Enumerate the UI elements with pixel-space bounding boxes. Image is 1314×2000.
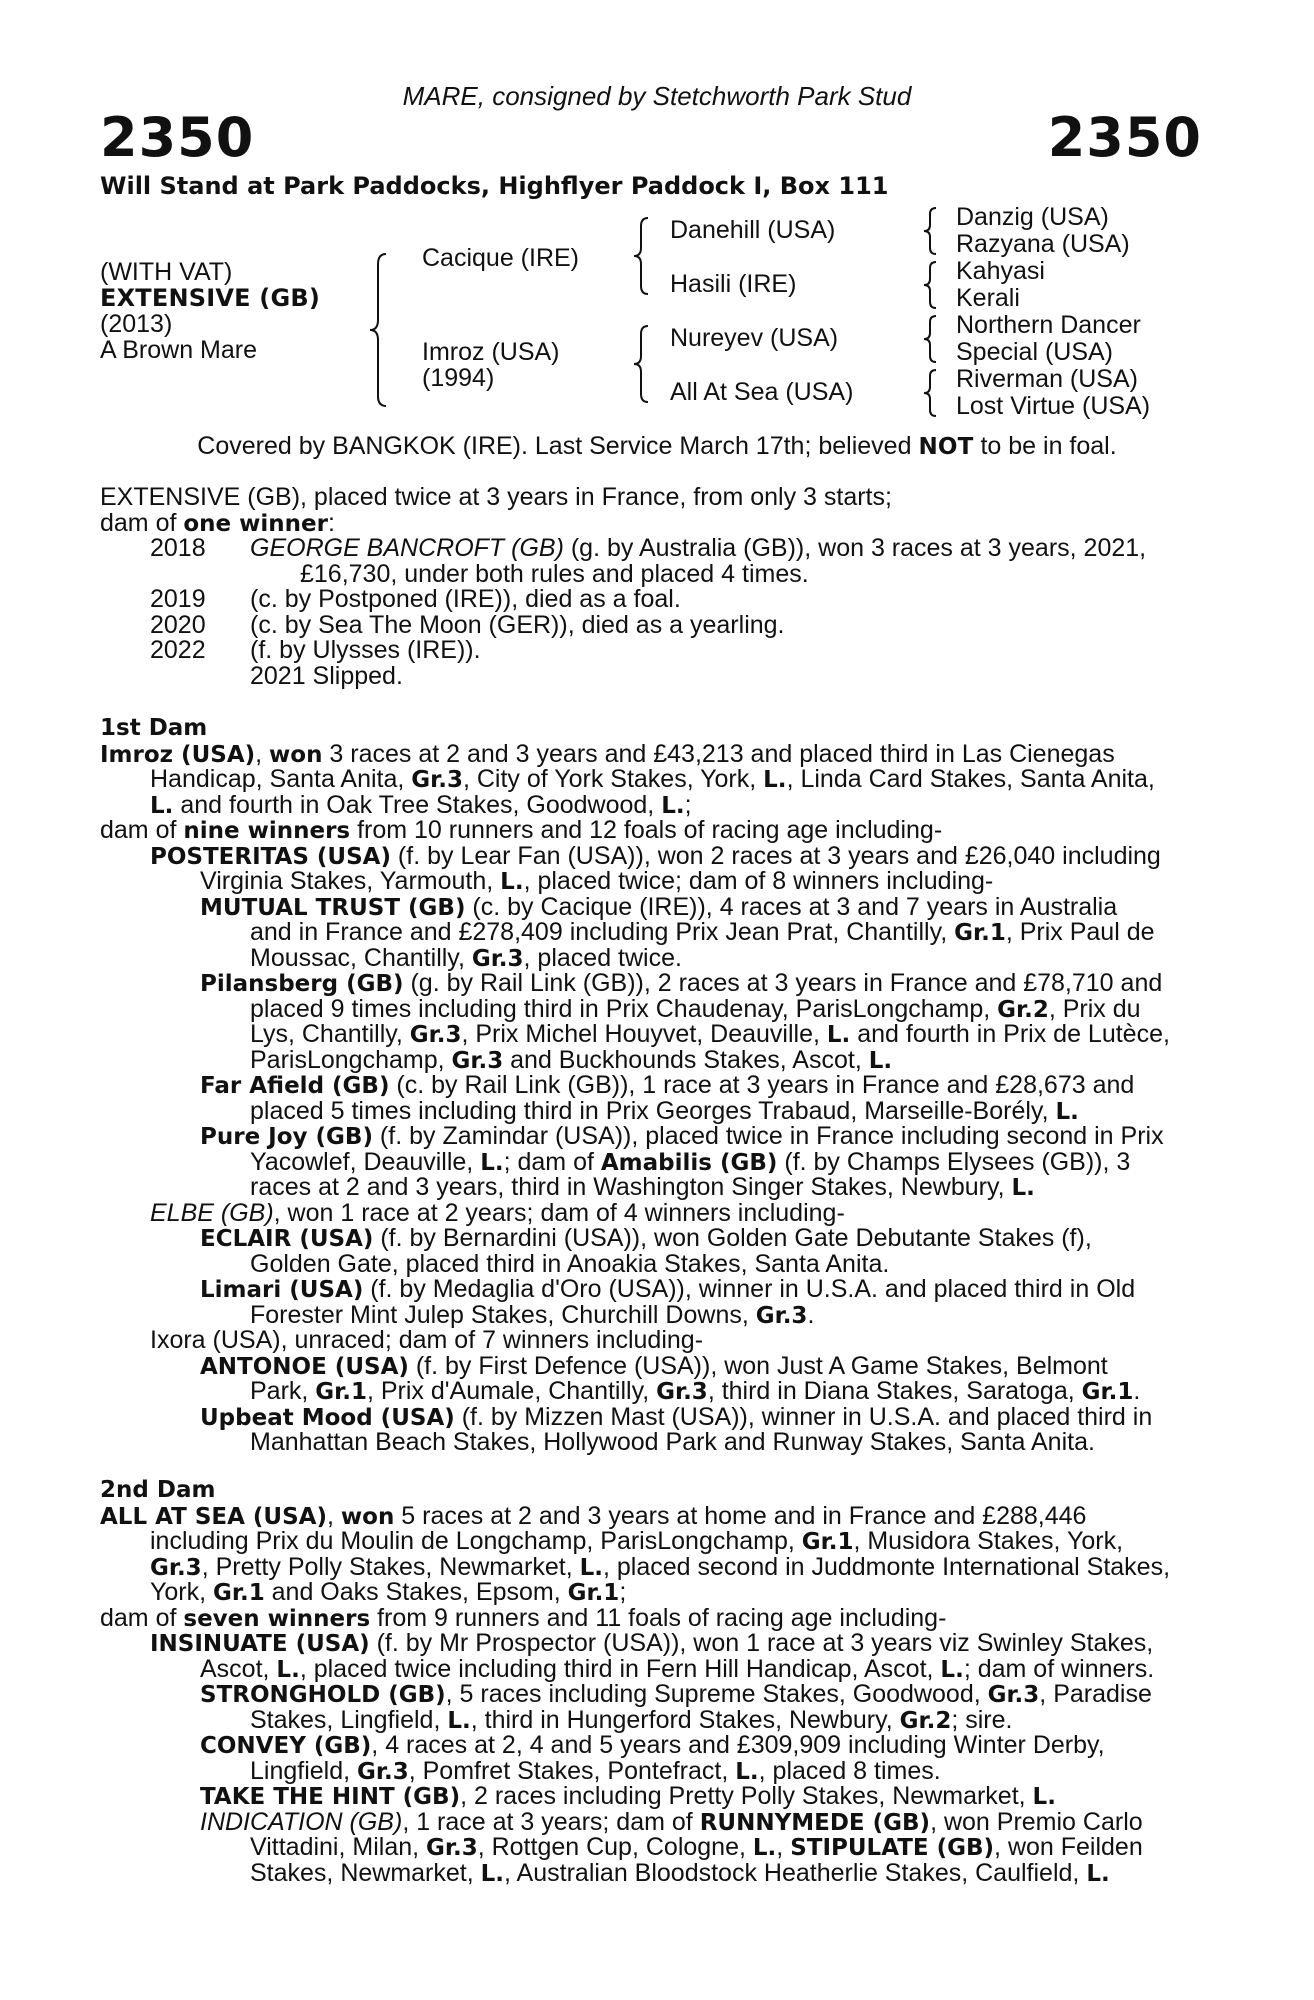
text-line: Park, Gr.1, Prix d'Aumale, Chantilly, Gr.3, third in Diana Stakes, Saratoga, Gr.1. [250, 1377, 1141, 1405]
text-line: Virginia Stakes, Yarmouth, L., placed twice; dam of 8 winners including- [200, 867, 994, 895]
text-line: Golden Gate, placed third in Anoakia Stakes, Santa Anita. [250, 1249, 890, 1278]
text-line: L. and fourth in Oak Tree Stakes, Goodwood, L.; [150, 790, 692, 819]
first-dam-section [100, 716, 1208, 1456]
produce-row: 2022 (f. by Ulysses (IRE)). [150, 636, 481, 664]
first-dam-heading: 1st Dam [100, 715, 208, 741]
consignor-line: MARE, consigned by Stetchworth Park Stud [402, 81, 912, 111]
text-line: Pilansberg (GB) (g. by Rail Link (GB)), 2 races at 3 years in France and £78,710 and [200, 969, 1163, 997]
text-line: placed 5 times including third in Prix Georges Trabaud, Marseille-Borély, L. [250, 1096, 1079, 1125]
gg-7: Riverman (USA) [956, 365, 1138, 393]
text-line: Limari (USA) (f. by Medaglia d'Oro (USA)), winner in U.S.A. and placed third in Old [200, 1275, 1136, 1303]
dam: Imroz (USA) [422, 338, 560, 366]
sire-dam: Hasili (IRE) [670, 270, 797, 298]
text-line: ALL AT SEA (USA), won 5 races at 2 and 3 years at home and in France and £288,446 [100, 1501, 1087, 1530]
brace-3b [922, 258, 940, 312]
text-line: Upbeat Mood (USA) (f. by Mizzen Mast (USA)), winner in U.S.A. and placed third in [200, 1402, 1153, 1431]
text-line: ANTONOE (USA) (f. by First Defence (USA)), won Just A Game Stakes, Belmont [200, 1351, 1108, 1380]
text-line: MUTUAL TRUST (GB) (c. by Cacique (IRE)), 4 races at 3 and 7 years in Australia [200, 892, 1118, 921]
brace-3a [922, 204, 940, 258]
text-line: Handicap, Santa Anita, Gr.3, City of York Stakes, York, L., Linda Card Stakes, Santa Anita, [150, 765, 1155, 793]
text-line: Gr.3, Pretty Polly Stakes, Newmarket, L., placed second in Juddmonte International Stakes, [150, 1552, 1171, 1581]
text-line: CONVEY (GB), 4 races at 2, 4 and 5 years and £309,909 including Winter Derby, [200, 1731, 1105, 1759]
text-line: POSTERITAS (USA) (f. by Lear Fan (USA)), won 2 races at 3 years and £26,040 including [150, 841, 1161, 870]
text-line: Lys, Chantilly, Gr.3, Prix Michel Houyvet, Deauville, L. and fourth in Prix de Lutèce, [250, 1020, 1170, 1048]
gg-4: Kerali [956, 284, 1020, 312]
brace-1 [368, 250, 392, 410]
text-line: ECLAIR (USA) (f. by Bernardini (USA)), won Golden Gate Debutante Stakes (f), [200, 1224, 1092, 1252]
text-line: Ixora (USA), unraced; dam of 7 winners including- [150, 1326, 704, 1354]
produce-dam-of: dam of one winner: [100, 508, 335, 537]
lot-number-right: 2350 [1047, 106, 1202, 169]
text-line: dam of nine winners from 10 runners and 12 foals of racing age including- [100, 816, 943, 844]
text-line: STRONGHOLD (GB), 5 races including Supreme Stakes, Goodwood, Gr.3, Paradise [200, 1680, 1152, 1708]
brace-2a [632, 214, 652, 298]
horse-year: (2013) [100, 310, 173, 338]
text-line: Stakes, Newmarket, L., Australian Bloodstock Heatherlie Stakes, Caulfield, L. [250, 1858, 1110, 1887]
text-line: Imroz (USA), won 3 races at 2 and 3 years and £43,213 and placed third in Las Cienegas [100, 739, 1115, 768]
produce-row: 2021 Slipped. [250, 661, 403, 690]
text-line: York, Gr.1 and Oaks Stakes, Epsom, Gr.1; [150, 1578, 627, 1606]
text-line: TAKE THE HINT (GB), 2 races including Pretty Polly Stakes, Newmarket, L. [200, 1782, 1056, 1810]
brace-2b [632, 322, 652, 406]
horse-name: EXTENSIVE (GB) [100, 284, 321, 312]
dam-year: (1994) [422, 364, 495, 392]
text-line: placed 9 times including third in Prix Chaudenay, ParisLongchamp, Gr.2, Prix du [250, 994, 1141, 1023]
gg-1: Danzig (USA) [956, 203, 1109, 231]
text-line: races at 2 and 3 years, third in Washington Singer Stakes, Newbury, L. [250, 1173, 1035, 1201]
sire: Cacique (IRE) [422, 244, 579, 272]
text-line: INDICATION (GB), 1 race at 3 years; dam of RUNNYMEDE (GB), won Premio Carlo [200, 1807, 1143, 1836]
stand-location: Will Stand at Park Paddocks, Highflyer Paddock I, Box 111 [100, 172, 889, 200]
text-line: and in France and £278,409 including Prix Jean Prat, Chantilly, Gr.1, Prix Paul de [250, 918, 1155, 946]
gg-6: Special (USA) [956, 338, 1113, 366]
gg-8: Lost Virtue (USA) [956, 392, 1151, 420]
sire-sire: Danehill (USA) [670, 216, 836, 244]
second-dam-section [100, 1478, 1208, 1886]
vat-note: (WITH VAT) [100, 258, 233, 286]
brace-3d [922, 366, 940, 420]
gg-3: Kahyasi [956, 257, 1045, 285]
produce-row: 2020 (c. by Sea The Moon (GER)), died as a yearling. [150, 610, 785, 639]
text-line: Stakes, Lingfield, L., third in Hungerford Stakes, Newbury, Gr.2; sire. [250, 1705, 1013, 1734]
text-line: ELBE (GB), won 1 race at 2 years; dam of 4 winners including- [150, 1198, 845, 1227]
dam-sire: Nureyev (USA) [670, 324, 839, 352]
text-line: INSINUATE (USA) (f. by Mr Prospector (USA)), won 1 race at 3 years viz Swinley Stakes, [150, 1629, 1154, 1657]
gg-2: Razyana (USA) [956, 230, 1130, 258]
text-line: Lingfield, Gr.3, Pomfret Stakes, Pontefract, L., placed 8 times. [250, 1756, 941, 1785]
produce-row: 2019 (c. by Postponed (IRE)), died as a foal. [150, 585, 681, 613]
produce-record [100, 485, 1208, 689]
horse-description: A Brown Mare [100, 336, 258, 364]
text-line: Manhattan Beach Stakes, Hollywood Park and Runway Stakes, Santa Anita. [250, 1428, 1095, 1456]
text-line: Forester Mint Julep Stakes, Churchill Downs, Gr.3. [250, 1300, 815, 1329]
covered-note: Covered by BANGKOK (IRE). Last Service March 17th; believed NOT to be in foal. [197, 432, 1117, 460]
text-line: Yacowlef, Deauville, L.; dam of Amabilis (GB) (f. by Champs Elysees (GB)), 3 [250, 1147, 1131, 1176]
second-dam-heading: 2nd Dam [100, 1477, 216, 1503]
text-line: Vittadini, Milan, Gr.3, Rottgen Cup, Cologne, L., STIPULATE (GB), won Feilden [250, 1833, 1143, 1861]
text-line: Ascot, L., placed twice including third in Fern Hill Handicap, Ascot, L.; dam of winners. [200, 1654, 1155, 1683]
text-line: dam of seven winners from 9 runners and 11 foals of racing age including- [100, 1603, 947, 1632]
text-line: ParisLongchamp, Gr.3 and Buckhounds Stakes, Ascot, L. [250, 1045, 893, 1074]
lot-number-left: 2350 [100, 106, 255, 169]
text-line: Far Afield (GB) (c. by Rail Link (GB)), 1 race at 3 years in France and £28,673 and [200, 1071, 1135, 1099]
produce-intro: EXTENSIVE (GB), placed twice at 3 years in France, from only 3 starts; [100, 483, 892, 511]
text-line: Moussac, Chantilly, Gr.3, placed twice. [250, 943, 682, 972]
produce-row: 2018 GEORGE BANCROFT (GB) (g. by Australia (GB)), won 3 races at 3 years, 2021, [150, 534, 1147, 562]
dam-dam: All At Sea (USA) [670, 378, 854, 406]
text-line: Pure Joy (GB) (f. by Zamindar (USA)), placed twice in France including second in Prix [200, 1122, 1164, 1150]
brace-3c [922, 312, 940, 366]
produce-row: £16,730, under both rules and placed 4 times. [300, 559, 809, 588]
gg-5: Northern Dancer [956, 311, 1141, 339]
text-line: including Prix du Moulin de Longchamp, ParisLongchamp, Gr.1, Musidora Stakes, York, [150, 1527, 1124, 1555]
